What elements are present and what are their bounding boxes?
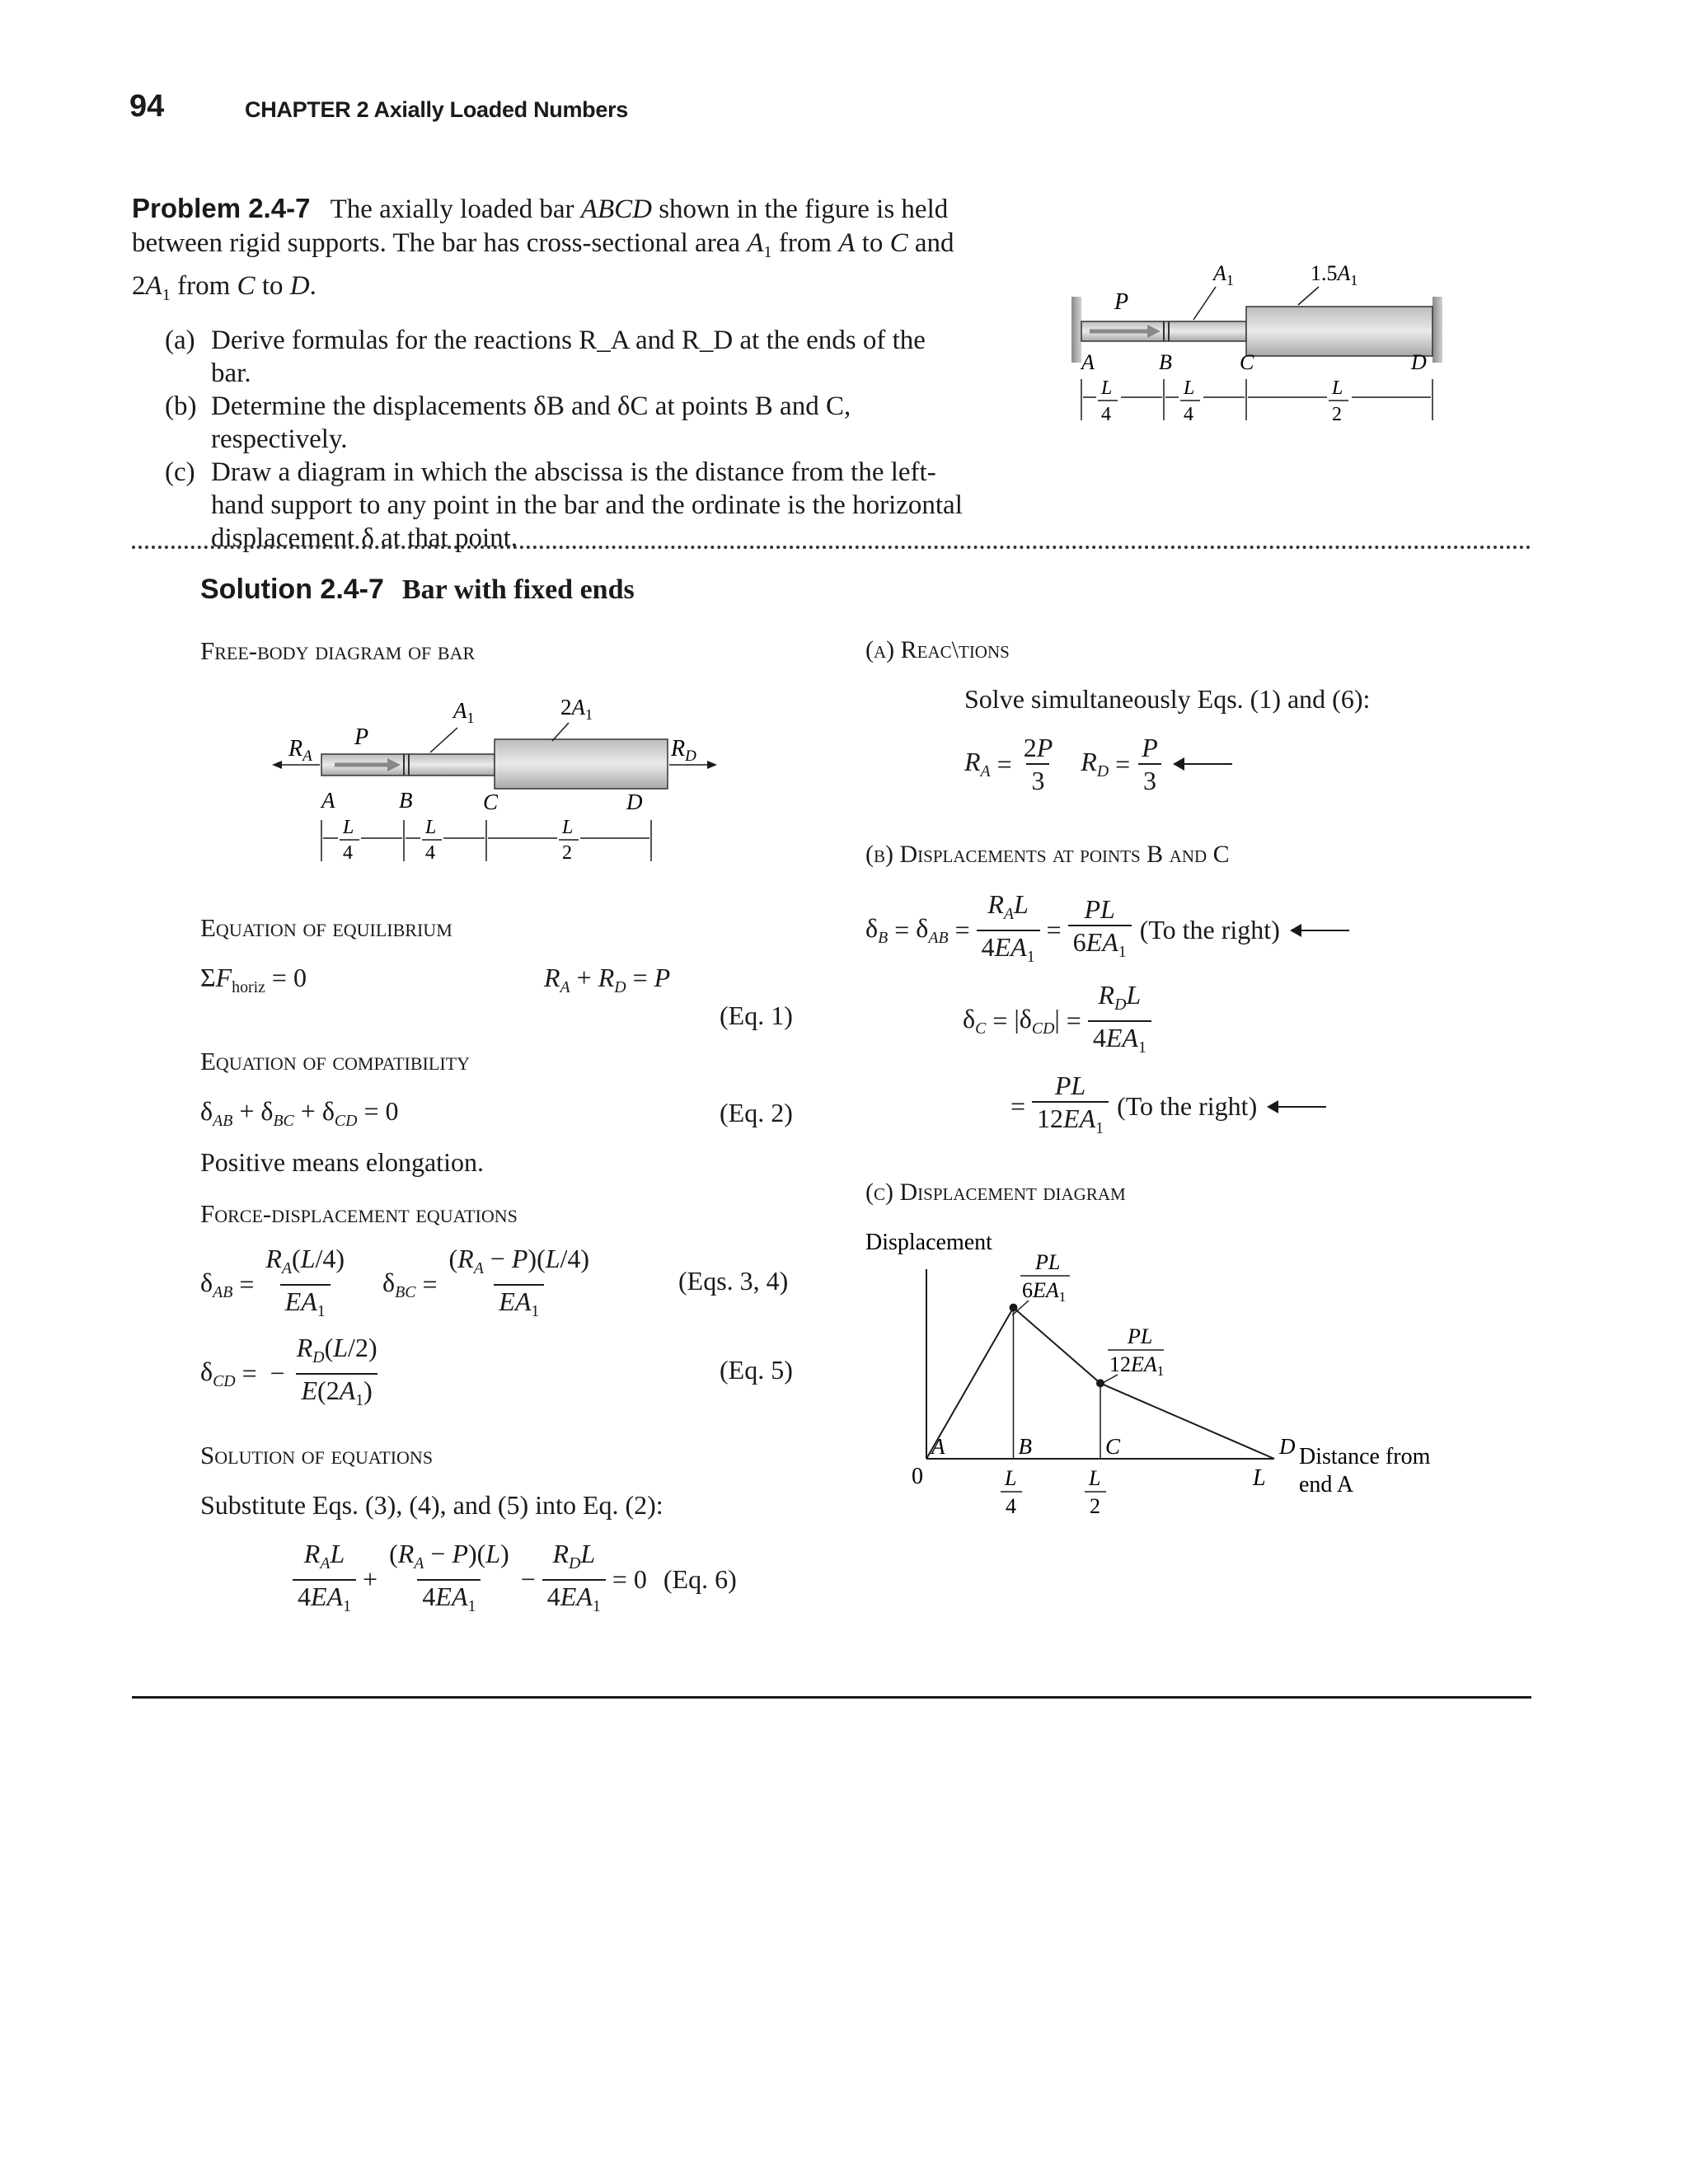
x-tick-l: L bbox=[1253, 1465, 1266, 1491]
svg-text:L: L bbox=[1089, 1466, 1101, 1490]
svg-text:L: L bbox=[1005, 1466, 1017, 1490]
problem-bar-figure bbox=[1071, 255, 1451, 453]
solution-title: Solution 2.4-7 Bar with fixed ends bbox=[200, 574, 635, 605]
delta-c-result: = $\frac{PL}{12EA_1}$ (To the right) bbox=[1004, 1070, 1326, 1144]
equilibrium-left: $\Sigma F_{horiz} = 0$ bbox=[200, 963, 307, 996]
eq6: $\frac{R_AL}{4EA_1}$ + $\frac{(R_A - P)(L)}{4EA_1}$ − $\frac{R_DL}{4EA_1}$ = 0 (Eq. 6) bbox=[293, 1538, 737, 1622]
svg-text:PL: PL bbox=[1035, 1250, 1061, 1274]
point-d-label: D bbox=[1411, 350, 1427, 374]
substitute-text: Substitute Eqs. (3), (4), and (5) into Eq. (2): bbox=[200, 1490, 663, 1520]
svg-text:4: 4 bbox=[343, 842, 353, 864]
svg-text:L: L bbox=[1101, 377, 1113, 399]
svg-text:6EA1: 6EA1 bbox=[1022, 1278, 1067, 1305]
fbd-heading: Free-body diagram of bar bbox=[200, 636, 476, 665]
left-support bbox=[1071, 297, 1081, 363]
problem-part-a: (a) Derive formulas for the reactions R_A and R_D at the ends of the bar. bbox=[165, 326, 926, 389]
point-label-c: C bbox=[1105, 1434, 1121, 1459]
solution-heading: Solution of equations bbox=[200, 1441, 434, 1469]
area-label-1: $A_1$ bbox=[1213, 261, 1234, 288]
eq5: $\delta_{CD}$ = − $\frac{R_D(L/2)}{E(2A_1)}$ bbox=[200, 1332, 382, 1416]
eq1-label: (Eq. 1) bbox=[720, 1001, 793, 1030]
x-tick-0: 0 bbox=[912, 1464, 923, 1489]
point-label-a: A bbox=[931, 1434, 945, 1459]
problem-title: Problem 2.4-7 bbox=[132, 193, 311, 223]
eq3-4: $\delta_{AB}$ = $\frac{R_A(L/4)}{EA_1}$ $\delta_{BC}$ = $\frac{(R_A - P)(L/4)}{EA_1}$ bbox=[200, 1243, 594, 1327]
problem-parts bbox=[165, 324, 964, 555]
x-tick-l2 bbox=[1085, 1466, 1106, 1518]
svg-text:C: C bbox=[483, 790, 499, 814]
load-label: P bbox=[1114, 289, 1129, 315]
delta-c-equation: $\delta_C$ = $|\delta_{CD}|$ = $\frac{R_DL}{4EA_1}$ bbox=[963, 979, 1151, 1063]
section-divider bbox=[132, 546, 1531, 549]
point-c-label: C bbox=[1240, 350, 1254, 374]
page-number: 94 bbox=[129, 89, 165, 124]
fbd-load-label: P bbox=[354, 724, 369, 750]
solve-text: Solve simultaneously Eqs. (1) and (6): bbox=[964, 684, 1371, 714]
svg-text:2: 2 bbox=[1090, 1494, 1100, 1518]
displacement-chart bbox=[857, 1220, 1451, 1533]
compatibility-heading: Equation of compatibility bbox=[200, 1047, 470, 1076]
compatibility-equation: $\delta_{AB} + \delta_{BC} + \delta_{CD} = 0$ bbox=[200, 1096, 399, 1130]
problem-intro: Problem 2.4-7 The axially loaded bar ABCD shown in the figure is held between rigid supports. The bar has cross-sectional area $A_1$ from A to C and $2A_1$ from C to D. bbox=[132, 193, 954, 305]
x-tick-l4 bbox=[1001, 1466, 1022, 1518]
positive-note: Positive means elongation. bbox=[200, 1147, 484, 1177]
displacements-heading: (b) Displacements at points B and C bbox=[865, 841, 1230, 868]
svg-text:A: A bbox=[321, 788, 335, 813]
reactions-heading: (a) Reac\tions bbox=[865, 636, 1010, 663]
diagram-heading: (c) Displacement diagram bbox=[865, 1179, 1126, 1206]
area-label-2: $1.5A_1$ bbox=[1311, 261, 1358, 288]
svg-text:L: L bbox=[562, 817, 574, 838]
svg-text:L: L bbox=[1332, 377, 1343, 399]
eq2-label: (Eq. 2) bbox=[720, 1098, 793, 1127]
annotation-max bbox=[1012, 1250, 1070, 1315]
delta-b-equation: $\delta_B$ = $\delta_{AB}$ = $\frac{R_AL}{4EA_1}$ = $\frac{PL}{6EA_1}$ (To the right) bbox=[865, 888, 1349, 972]
data-point-b bbox=[1010, 1304, 1018, 1312]
svg-text:12EA1: 12EA1 bbox=[1109, 1352, 1165, 1379]
svg-text:D: D bbox=[626, 790, 643, 814]
point-b-label: B bbox=[1159, 350, 1172, 374]
svg-text:4: 4 bbox=[1006, 1494, 1016, 1518]
svg-text:4: 4 bbox=[1184, 404, 1193, 425]
problem-part-c: (c) Draw a diagram in which the abscissa is the distance from the left-hand support to any point in the bar and the ordinate is the horizontal displacement δ at that point. bbox=[165, 457, 963, 554]
svg-text:L: L bbox=[343, 817, 354, 838]
result-arrow-icon bbox=[1175, 763, 1232, 765]
eq6-label: (Eq. 6) bbox=[663, 1564, 737, 1595]
svg-text:L: L bbox=[425, 817, 437, 838]
fbd-area-2: $2A_1$ bbox=[560, 696, 593, 723]
chart-y-label: Displacement bbox=[865, 1230, 992, 1255]
point-a-label: A bbox=[1081, 350, 1095, 374]
result-arrow-icon bbox=[1292, 930, 1349, 931]
force-displacement-heading: Force-displacement equations bbox=[200, 1199, 518, 1228]
reactions-result: $R_A$ = $\frac{2P}{3}$ $R_D$ = $\frac{P}{3}$ bbox=[964, 732, 1232, 796]
bottom-rule bbox=[132, 1696, 1531, 1699]
reaction-rd-label: $R_D$ bbox=[671, 736, 696, 765]
annotation-c bbox=[1100, 1324, 1164, 1385]
svg-text:PL: PL bbox=[1128, 1324, 1153, 1348]
right-support bbox=[1432, 297, 1442, 363]
free-body-diagram bbox=[272, 696, 717, 886]
dimension-lines bbox=[1081, 379, 1432, 420]
point-label-b: B bbox=[1018, 1434, 1032, 1459]
chart-x-label: Distance from bbox=[1299, 1444, 1431, 1469]
svg-text:B: B bbox=[399, 788, 413, 813]
eq5-label: (Eq. 5) bbox=[720, 1355, 793, 1385]
equilibrium-heading: Equation of equilibrium bbox=[200, 913, 452, 942]
point-label-d: D bbox=[1279, 1434, 1296, 1459]
result-arrow-icon bbox=[1268, 1106, 1326, 1108]
problem-part-b: (b) Determine the displacements δB and δC at points B and C, respectively. bbox=[165, 391, 851, 455]
reaction-ra-label: $R_A$ bbox=[288, 736, 312, 765]
svg-text:4: 4 bbox=[1101, 404, 1111, 425]
eqs3-4-label: (Eqs. 3, 4) bbox=[678, 1266, 789, 1296]
chapter-title: CHAPTER 2 Axially Loaded Numbers bbox=[245, 97, 629, 122]
svg-text:4: 4 bbox=[425, 842, 435, 864]
page-header bbox=[129, 89, 1531, 138]
svg-text:L: L bbox=[1184, 377, 1195, 399]
svg-text:2: 2 bbox=[562, 842, 572, 864]
equilibrium-right: $R_A + R_D = P$ bbox=[544, 963, 671, 996]
bar-segment-cd bbox=[1246, 307, 1432, 356]
svg-text:2: 2 bbox=[1332, 404, 1342, 425]
fbd-area-1: $A_1$ bbox=[453, 698, 475, 726]
chart-x-label-2: end A bbox=[1299, 1472, 1354, 1497]
problem-statement bbox=[132, 191, 964, 555]
